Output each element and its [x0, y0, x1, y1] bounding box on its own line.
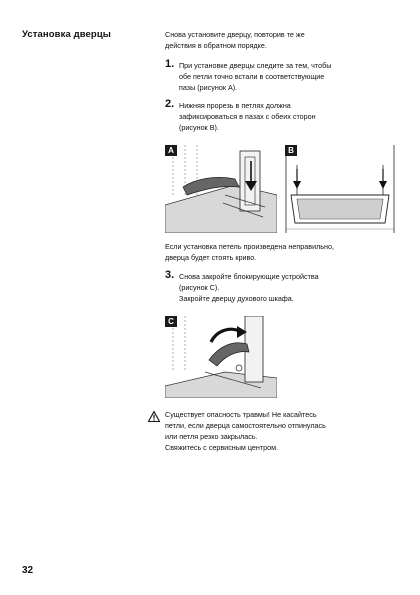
figure-label: B: [285, 145, 297, 156]
step-line: (рисунок B).: [179, 123, 219, 132]
figure-c: [165, 316, 277, 398]
step-line: Закройте дверцу духового шкафа.: [179, 294, 294, 303]
step-number: 2.: [165, 98, 175, 110]
intro-text: [165, 29, 393, 51]
figure-a-illustration: [165, 145, 277, 233]
note-line: дверца будет стоять криво.: [165, 253, 257, 262]
hinge-note: [165, 241, 405, 263]
warning-triangle-icon: [148, 409, 160, 427]
warning-text: [165, 409, 405, 453]
figure-b-illustration: [285, 145, 395, 233]
figure-label: A: [165, 145, 177, 156]
figure-label: C: [165, 316, 177, 327]
warning-line: петли, если дверца самостоятельно отпинулась: [165, 421, 326, 430]
page-number: 32: [22, 565, 34, 576]
step-3: [165, 271, 395, 304]
intro-line: действия в обратном порядке.: [165, 41, 267, 50]
warning-line: или петля резко закрылась.: [165, 432, 258, 441]
step-line: зафиксироваться в пазах с обеих сторон: [179, 112, 316, 121]
step-line: обе петли точно встали в соответствующие: [179, 72, 325, 81]
warning-line: Существует опасность травмы! Не касайтесь: [165, 410, 317, 419]
figure-b: [285, 145, 395, 233]
note-line: Если установка петель произведена неправильно,: [165, 242, 334, 251]
figure-a: [165, 145, 277, 233]
step-line: Снова закройте блокирующие устройства: [179, 272, 319, 281]
step-1: [165, 60, 395, 93]
section-title: Установка дверцы: [22, 29, 111, 40]
figure-c-illustration: [165, 316, 277, 398]
step-line: При установке дверцы следите за тем, чтобы: [179, 61, 332, 70]
step-number: 1.: [165, 58, 175, 70]
step-line: (рисунок C).: [179, 283, 220, 292]
intro-line: Снова установите дверцу, повторив те же: [165, 30, 305, 39]
step-2: [165, 100, 395, 133]
step-line: пазы (рисунок A).: [179, 83, 238, 92]
step-line: Нижняя прорезь в петлях должна: [179, 101, 291, 110]
warning-line: Свяжитесь с сервисным центром.: [165, 443, 279, 452]
step-number: 3.: [165, 269, 175, 281]
